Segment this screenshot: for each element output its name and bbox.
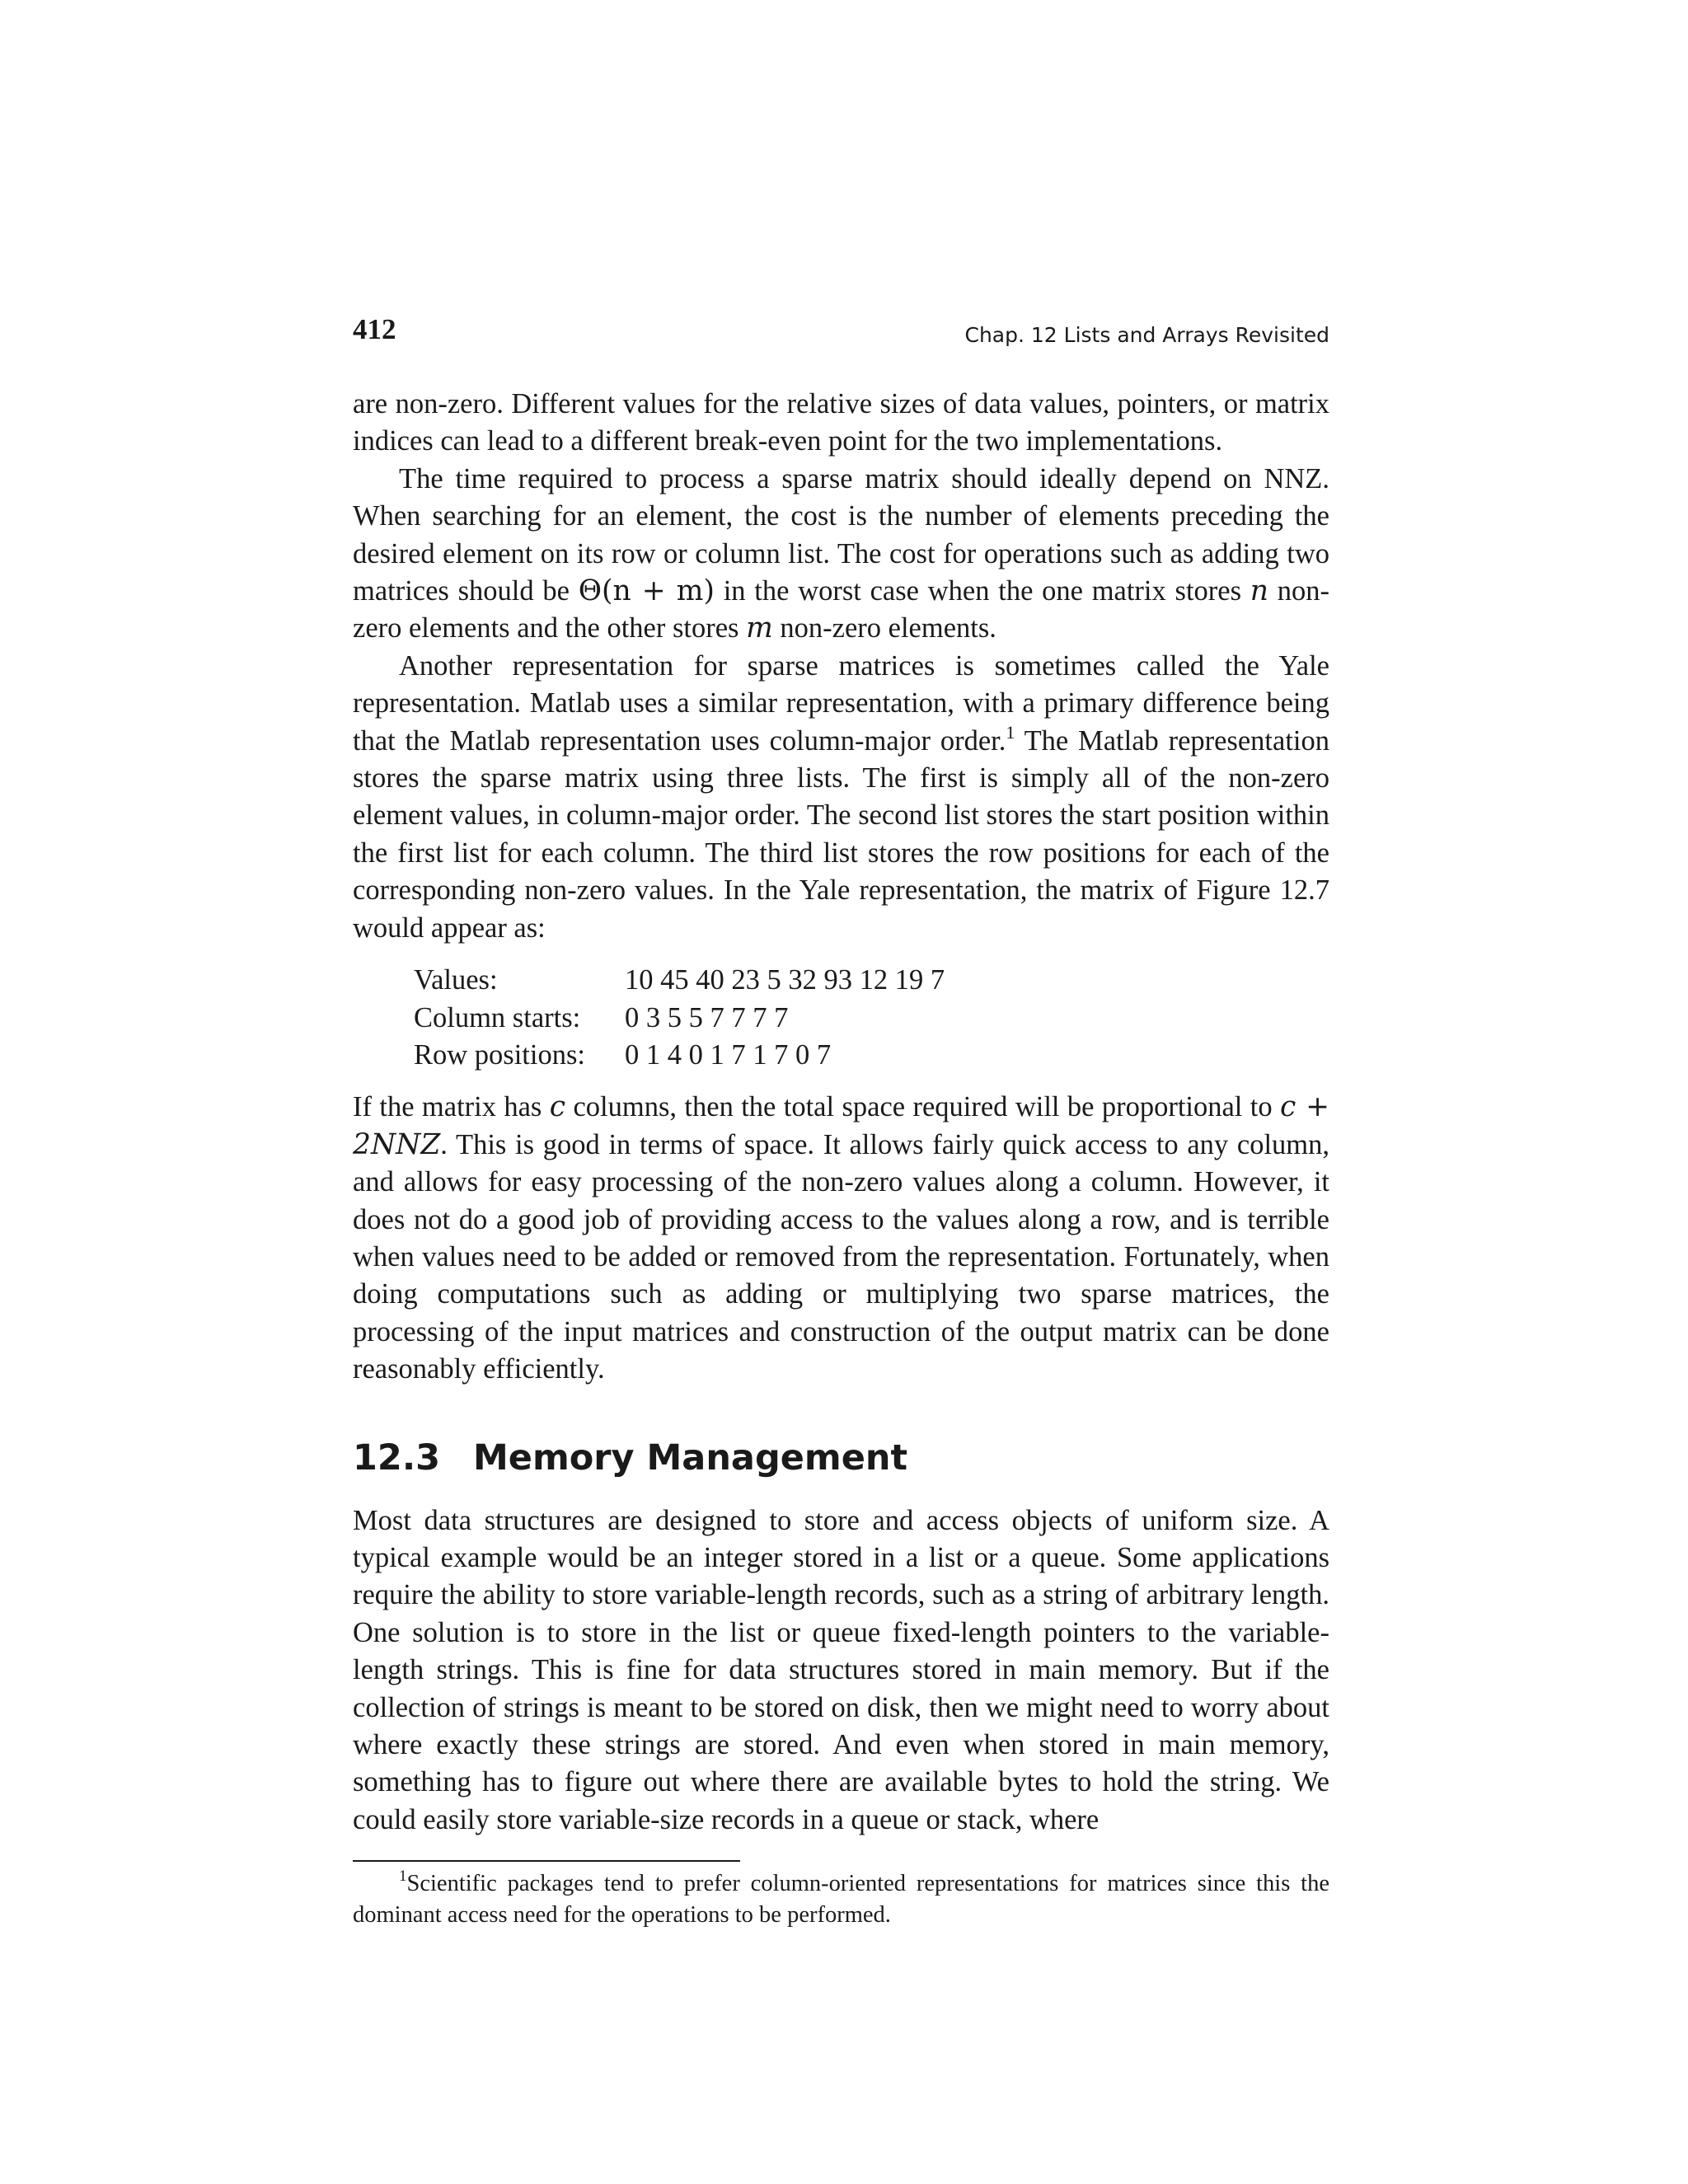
row-values: 0 1 4 0 1 7 1 7 0 7 — [625, 1038, 832, 1071]
yale-representation-table — [414, 962, 945, 1074]
section-number: 12.3 — [353, 1436, 441, 1479]
footnote — [353, 1868, 1329, 1931]
paragraph-space-analysis — [353, 1089, 1329, 1388]
footnote-divider — [353, 1860, 740, 1862]
running-head — [353, 313, 1329, 359]
text-span: Another representation for sparse matrices is sometimes called the Yale representation. Matlab uses a similar representation, with a primary difference being that the Matlab representation uses column-major order. — [353, 649, 1329, 757]
chapter-title: Chap. 12 Lists and Arrays Revisited — [964, 323, 1329, 347]
section-heading — [353, 1435, 1329, 1481]
text-span: columns, then the total space required will be proportional to — [565, 1091, 1281, 1123]
table-row — [414, 1000, 945, 1037]
row-values: 10 45 40 23 5 32 93 12 19 7 — [625, 964, 945, 996]
footnote-mark: 1 — [399, 1868, 407, 1886]
text-span: The Matlab representation stores the sparse matrix using three lists. The first is simply all of the non-zero element values, in column-major order. The second list stores the start position within the first list for each column. The third list stores the row positions for each of the corresponding non-zero values. In the Yale representation, the matrix of Figure 12.7 would appear as: — [353, 724, 1329, 944]
math-variable-c: c — [549, 1090, 566, 1124]
text-span: If the matrix has — [353, 1091, 550, 1123]
page-number: 412 — [353, 313, 396, 345]
footnote-text: Scientific packages tend to prefer column-oriented representations for matrices since this the dominant access need for the operations to be performed. — [353, 1871, 1329, 1929]
row-values: 0 3 5 5 7 7 7 7 — [625, 1001, 789, 1033]
math-space-expression: c + 2NNZ — [353, 1090, 1329, 1161]
text-span: . This is good in terms of space. It allows fairly quick access to any column, and allows for easy processing of the non-zero values along a column. However, it does not do a good job of providing access to the values along a row, and is terrible when values need to be added or removed from the representation. Fortunately, when doing computations such as adding or multiplying two sparse matrices, the processing of the input matrices and construction of the output matrix can be done reasonably efficiently. — [353, 1128, 1329, 1385]
text-span: non-zero elements and the other stores — [353, 575, 1329, 644]
math-theta-expression: Θ(n + m) — [578, 574, 715, 608]
math-variable-n: n — [1250, 574, 1268, 608]
text-span: in the worst case when the one matrix stores — [714, 575, 1250, 607]
paragraph-memory-management: Most data structures are designed to store and access objects of uniform size. A typical example would be an integer stored in a list or a queue. Some applications require the ability to store variable-length records, such as a string of arbitrary length. One solution is to store in the list or queue fixed-length pointers to the variable-length strings. This is fine for data structures stored in main memory. But if the collection of strings is meant to be stored on disk, then we might need to worry about where exactly these strings are stored. And even when stored in main memory, something has to figure out where there are available bytes to hold the string. We could easily store variable-size records in a queue or stack, where — [353, 1504, 1329, 1835]
row-label: Row positions: — [414, 1038, 585, 1071]
text-span: The time required to process a sparse matrix should ideally depend on NNZ. When searching for an element, the cost is the number of elements preceding the desired element on its row or column list. The cost for operations such as adding two matrices should be — [353, 462, 1329, 607]
body-text — [353, 386, 1329, 1931]
text-span: non-zero elements. — [772, 612, 996, 644]
paragraph-break-even: are non-zero. Different values for the relative sizes of data values, pointers, or matrix indices can lead to a different break-even point for the two implementations. — [353, 388, 1329, 457]
paragraph-yale-representation — [353, 648, 1329, 947]
row-label: Values: — [414, 964, 498, 996]
math-variable-m: m — [746, 612, 773, 645]
book-page — [353, 313, 1329, 1955]
table-row — [414, 962, 945, 999]
paragraph-processing-cost — [353, 461, 1329, 648]
section-title: Memory Management — [473, 1436, 908, 1479]
row-label: Column starts: — [414, 1001, 581, 1033]
footnote-reference[interactable]: 1 — [1006, 721, 1015, 743]
table-row — [414, 1037, 945, 1074]
